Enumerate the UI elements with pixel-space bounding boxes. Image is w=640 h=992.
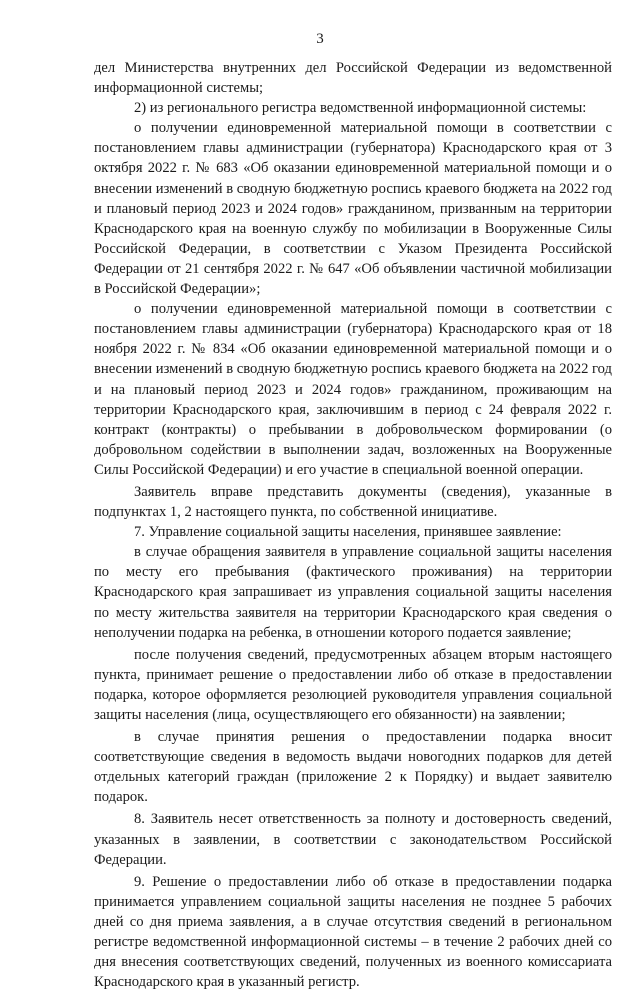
paragraph-assistance-683: о получении единовременной материальной помощи в соответствии с постановлением главы администрации (губернатора) Краснодарского края от 3 октября 2022 г. № 683 «Об оказании единовременной материальной помощи и о внесении изменений в сводную бюджетную роспись краевого бюджета на 2022 год и плановый период 2023 и 2024 годов» гражданином, призванным на территории Краснодарского края на военную службу по мобилизации в Вооруженные Силы Российской Федерации, в соответствии с Указом Президента Российской Федерации от 21 сентября 2022 г. № 647 «Об объявлении частичной мобилизации в Российской Федерации»; (94, 120, 612, 298)
paragraph-item-7-request: в случае обращения заявителя в управление социальной защиты населения по месту его пребывания (фактического проживания) на территории Краснодарского края запрашивает из управления социальной защиты населения по месту жительства заявителя на территории Краснодарского края сведения о неполучении подарка на ребенка, в отношении которого подается заявление; (94, 544, 612, 641)
paragraph-item-7-issue: в случае принятия решения о предоставлении подарка вносит соответствующие сведения в ведомость выдачи новогодних подарков для детей отдельных категорий граждан (приложение 2 к Порядку) и выдает заявителю подарок. (94, 729, 612, 806)
paragraph-applicant-right: Заявитель вправе представить документы (сведения), указанные в подпунктах 1, 2 настоящего пункта, по собственной инициативе. (94, 483, 612, 521)
document-body (94, 58, 612, 992)
page-number: 3 (316, 31, 324, 47)
paragraph-item-7-decision: после получения сведений, предусмотренных абзацем вторым настоящего пункта, принимает решение о предоставлении либо об отказе в предоставлении подарка, которое оформляется резолюцией руководителя управления социальной защиты населения (лица, осуществляющего его обязанности) на заявлении; (94, 646, 612, 723)
paragraph-assistance-834: о получении единовременной материальной помощи в соответствии с постановлением главы администрации (губернатора) Краснодарского края от 18 ноября 2022 г. № 834 «Об оказании единовременной материальной помощи и о внесении изменений в сводную бюджетную роспись краевого бюджета на 2022 год и на плановый период 2023 и 2024 годов» гражданином, проживающим на территории Краснодарского края, заключившим в период с 24 февраля 2022 г. контракт (контракты) о пребывании в добровольческом формировании (о добровольном содействии в выполнении задач, возложенных на Вооруженные Силы Российской Федерации) и его участие в специальной военной операции. (94, 301, 612, 478)
paragraph-continuation: дел Министерства внутренних дел Российской Федерации из ведомственной информационной системы; (94, 60, 612, 97)
paragraph-item-8: 8. Заявитель несет ответственность за полноту и достоверность сведений, указанных в заявлении, в соответствии с законодательством Российской Федерации. (94, 811, 612, 868)
paragraph-subitem-2: 2) из регионального регистра ведомственной информационной системы: (134, 100, 587, 117)
paragraph-item-9: 9. Решение о предоставлении либо об отказе в предоставлении подарка принимается управлением социальной защиты населения не позднее 5 рабочих дней со дня приема заявления, а в случае отсутствия сведений в региональном регистре ведомственной информационной системы – в течение 2 рабочих дней со дня внесения соответствующих сведений, полученных из военного комиссариата Краснодарского края в указанный регистр. (94, 873, 612, 991)
paragraph-item-7: 7. Управление социальной защиты населения, принявшее заявление: (134, 524, 562, 541)
